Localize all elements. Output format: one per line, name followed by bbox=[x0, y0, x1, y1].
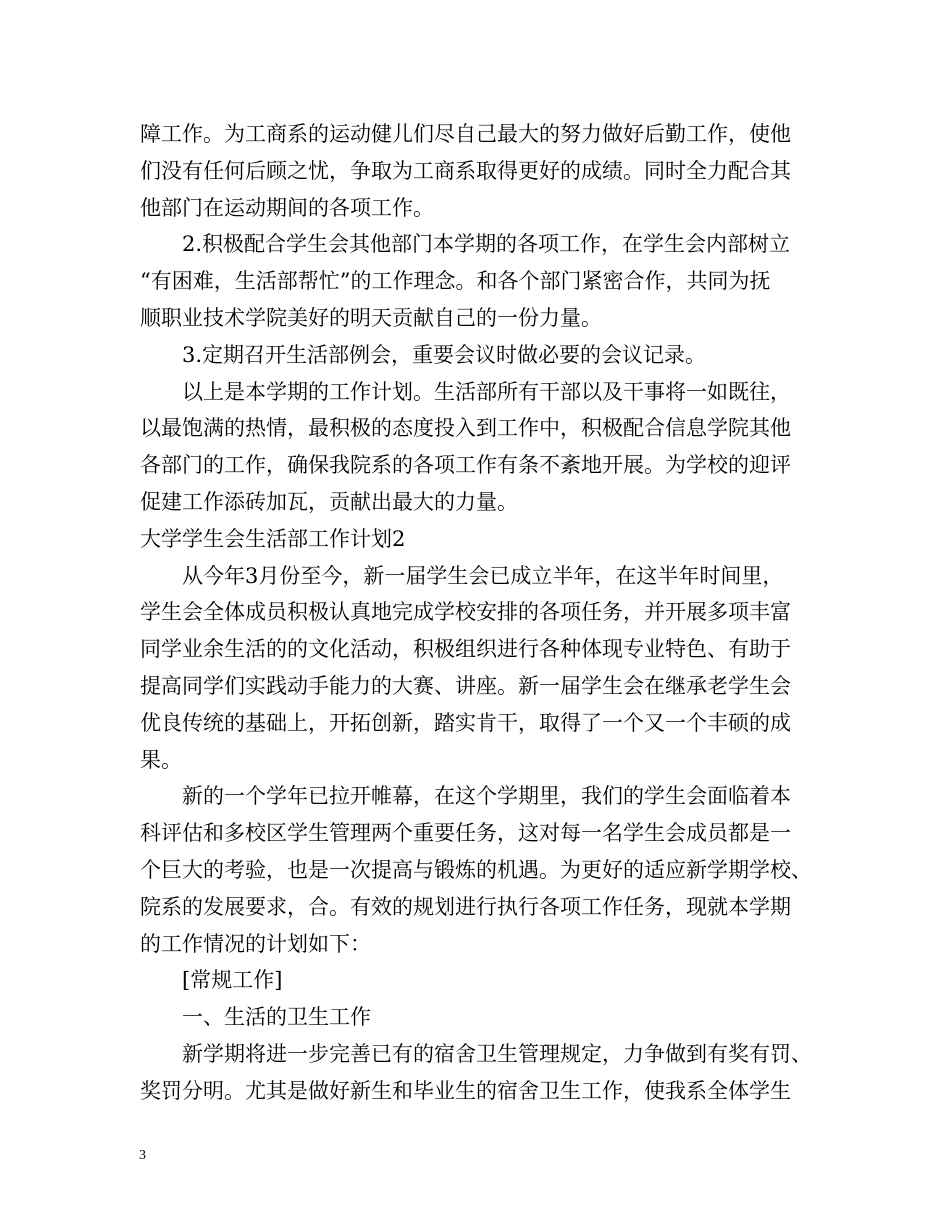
text-line: 各部门的工作，确保我院系的各项工作有条不紊地开展。为学校的迎评 bbox=[140, 453, 791, 478]
text-line: 他部门在运动期间的各项工作。 bbox=[140, 195, 434, 220]
page-number: 3 bbox=[139, 1148, 146, 1163]
text-line: 障工作。为工商系的运动健儿们尽自己最大的努力做好后勤工作，使他 bbox=[140, 122, 791, 146]
text-line: [常规工作] bbox=[182, 968, 283, 993]
text-line: 新的一个学年已拉开帷幕，在这个学期里，我们的学生会面临着本 bbox=[182, 784, 791, 809]
text-line: 从今年3月份至今，新一届学生会已成立半年，在这半年时间里， bbox=[182, 563, 784, 588]
text-line: 3.定期召开生活部例会，重要会议时做必要的会议记录。 bbox=[182, 342, 707, 367]
text-line: 果。 bbox=[140, 747, 182, 772]
text-line: 学生会全体成员积极认真地完成学校安排的各项任务，并开展多项丰富 bbox=[140, 600, 791, 625]
text-line: 顺职业技术学院美好的明天贡献自己的一份力量。 bbox=[140, 305, 602, 330]
text-line: 奖罚分明。尤其是做好新生和毕业生的宿舍卫生工作，使我系全体学生 bbox=[140, 1078, 791, 1103]
text-line: 同学业余生活的的文化活动，积极组织进行各种体现专业特色、有助于 bbox=[140, 637, 791, 662]
text-line: 2.积极配合学生会其他部门本学期的各项工作，在学生会内部树立 bbox=[182, 232, 791, 257]
text-line: 优良传统的基础上，开拓创新，踏实肯干，取得了一个又一个丰硕的成 bbox=[140, 710, 791, 735]
text-line: 提高同学们实践动手能力的大赛、讲座。新一届学生会在继承老学生会 bbox=[140, 673, 791, 698]
text-line: 个巨大的考验，也是一次提高与锻炼的机遇。为更好的适应新学期学校、 bbox=[140, 857, 812, 882]
text-line: 们没有任何后顾之忧，争取为工商系取得更好的成绩。同时全力配合其 bbox=[140, 158, 791, 183]
text-line: 以最饱满的热情，最积极的态度投入到工作中，积极配合信息学院其他 bbox=[140, 416, 791, 441]
text-line: 的工作情况的计划如下： bbox=[140, 931, 371, 956]
text-line: “有困难，生活部帮忙”的工作理念。和各个部门紧密合作，共同为抚 bbox=[140, 269, 771, 294]
document-body bbox=[140, 116, 812, 1110]
text-line: 大学学生会生活部工作计划2 bbox=[140, 526, 406, 551]
text-line: 院系的发展要求，合。有效的规划进行执行各项工作任务，现就本学期 bbox=[140, 894, 791, 919]
text-line: 以上是本学期的工作计划。生活部所有干部以及干事将一如既往， bbox=[182, 379, 791, 404]
text-line: 新学期将进一步完善已有的宿舍卫生管理规定，力争做到有奖有罚、 bbox=[182, 1041, 812, 1066]
text-line: 科评估和多校区学生管理两个重要任务，这对每一名学生会成员都是一 bbox=[140, 821, 791, 846]
text-line: 促建工作添砖加瓦，贡献出最大的力量。 bbox=[140, 489, 518, 514]
text-line: 一、生活的卫生工作 bbox=[182, 1005, 371, 1030]
